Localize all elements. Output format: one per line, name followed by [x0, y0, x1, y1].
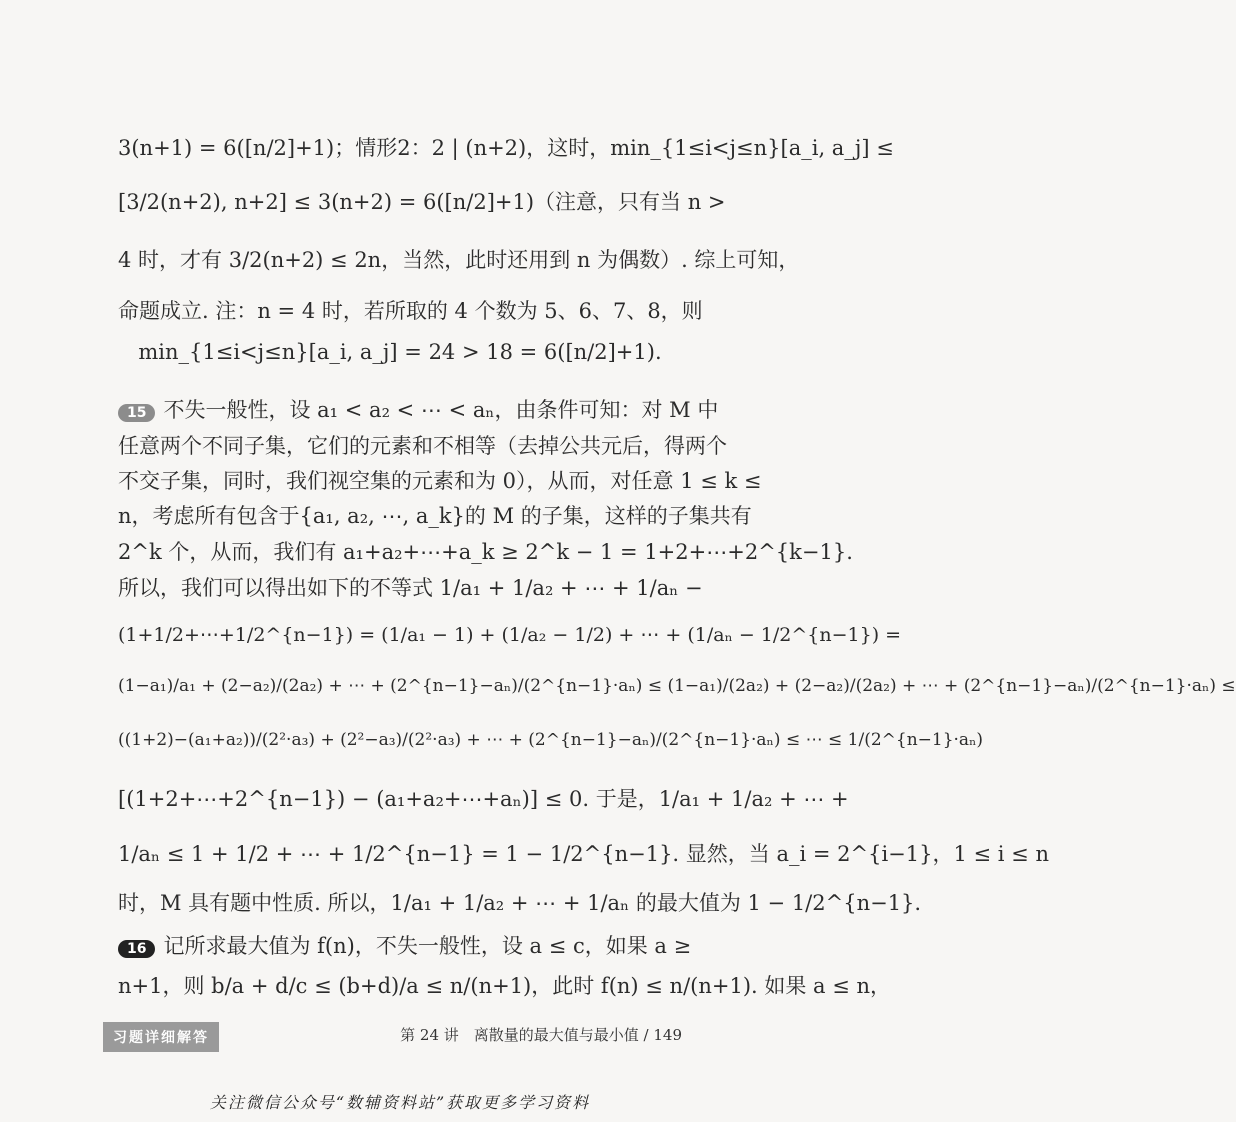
equation-line: (1−a₁)/a₁ + (2−a₂)/(2a₂) + ⋯ + (2^{n−1}−aₙ)/(2^{n−1}·aₙ) ≤ (1−a₁)/(2a₂) + (2−a₂)/(2a₂) + ⋯ + (2^{n−1}−aₙ)/(2^{n−1}·aₙ) ≤ [118, 676, 1236, 696]
problem-number-badge: 15 [118, 404, 155, 422]
equation-line: (1+1/2+⋯+1/2^{n−1}) = (1/a₁ − 1) + (1/a₂ − 1/2) + ⋯ + (1/aₙ − 1/2^{n−1}) = [118, 624, 902, 646]
text-line: [3/2(n+2), n+2] ≤ 3(n+2) = 6([n/2]+1)（注意，只有当 n > [118, 190, 726, 214]
text-line: [(1+2+⋯+2^{n−1}) − (a₁+a₂+⋯+aₙ)] ≤ 0. 于是，1/a₁ + 1/a₂ + ⋯ + [118, 787, 849, 811]
problem-number-badge: 16 [118, 940, 155, 958]
section-tag: 习题详细解答 [103, 1022, 219, 1052]
text-line: 任意两个不同子集，它们的元素和不相等（去掉公共元后，得两个 [118, 434, 727, 458]
text-line: n，考虑所有包含于{a₁, a₂, ⋯, a_k}的 M 的子集，这样的子集共有 [118, 504, 752, 528]
text-line: n+1，则 b/a + d/c ≤ (b+d)/a ≤ n/(n+1)，此时 f(n) ≤ n/(n+1). 如果 a ≤ n， [118, 974, 892, 998]
text-line: 时，M 具有题中性质. 所以，1/a₁ + 1/a₂ + ⋯ + 1/aₙ 的最大值为 1 − 1/2^{n−1}. [118, 891, 922, 915]
text: 不失一般性，设 a₁ < a₂ < ⋯ < aₙ，由条件可知：对 M 中 [163, 398, 719, 422]
text-line: 所以，我们可以得出如下的不等式 1/a₁ + 1/a₂ + ⋯ + 1/aₙ − [118, 576, 703, 600]
running-footer: 第 24 讲 离散量的最大值与最小值 / 149 [400, 1026, 682, 1044]
watermark-text: 关注微信公众号“数辅资料站”获取更多学习资料 [209, 1093, 591, 1112]
equation-line: ((1+2)−(a₁+a₂))/(2²·a₃) + (2²−a₃)/(2²·a₃) + ⋯ + (2^{n−1}−aₙ)/(2^{n−1}·aₙ) ≤ ⋯ ≤ 1/(2^{n−1}·aₙ) [118, 730, 984, 750]
text-line: 2^k 个，从而，我们有 a₁+a₂+⋯+a_k ≥ 2^k − 1 = 1+2+⋯+2^{k−1}. [118, 540, 853, 564]
text-line: 不交子集，同时，我们视空集的元素和为 0），从而，对任意 1 ≤ k ≤ [118, 469, 762, 493]
display-equation: min_{1≤i<j≤n}[a_i, a_j] = 24 > 18 = 6([n/2]+1). [138, 340, 662, 364]
text-line: 命题成立. 注：n = 4 时，若所取的 4 个数为 5、6、7、8，则 [118, 299, 703, 323]
text-line: 4 时，才有 3/2(n+2) ≤ 2n，当然，此时还用到 n 为偶数）. 综上可知， [118, 248, 800, 272]
text: 记所求最大值为 f(n)，不失一般性，设 a ≤ c，如果 a ≥ [163, 934, 692, 958]
text-line: 3(n+1) = 6([n/2]+1)；情形2：2 | (n+2)，这时，min_{1≤i<j≤n}[a_i, a_j] ≤ [118, 136, 894, 160]
paragraph-16-first-line [118, 930, 692, 960]
paragraph-15-first-line [118, 394, 719, 424]
text-line: 1/aₙ ≤ 1 + 1/2 + ⋯ + 1/2^{n−1} = 1 − 1/2^{n−1}. 显然，当 a_i = 2^{i−1}，1 ≤ i ≤ n [118, 842, 1049, 866]
